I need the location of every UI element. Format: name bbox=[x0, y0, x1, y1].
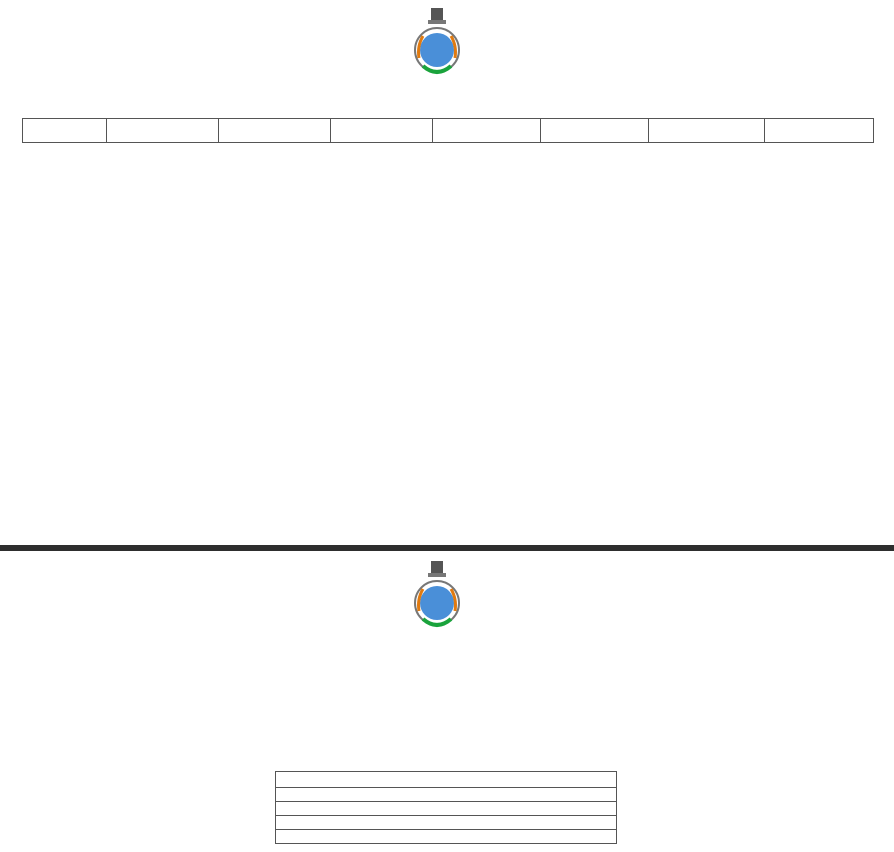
legend-title bbox=[276, 772, 617, 788]
date-header bbox=[331, 119, 433, 143]
imd-emblem-logo bbox=[411, 559, 463, 633]
legend-take-action bbox=[276, 830, 617, 844]
imd-emblem-logo bbox=[411, 6, 463, 80]
legend-no-warning bbox=[276, 788, 617, 802]
header-bottom bbox=[0, 553, 894, 633]
subdivision-header bbox=[23, 119, 107, 143]
date-header bbox=[219, 119, 331, 143]
date-header bbox=[433, 119, 541, 143]
date-header bbox=[107, 119, 219, 143]
page-divider bbox=[0, 545, 894, 551]
date-header bbox=[649, 119, 765, 143]
date-header bbox=[541, 119, 649, 143]
legend-severe-be-aware bbox=[276, 802, 617, 816]
colour-codes-legend bbox=[275, 771, 617, 844]
date-header bbox=[765, 119, 874, 143]
legend-be-prepared bbox=[276, 816, 617, 830]
warning-table bbox=[22, 118, 874, 143]
header-top bbox=[0, 0, 894, 80]
